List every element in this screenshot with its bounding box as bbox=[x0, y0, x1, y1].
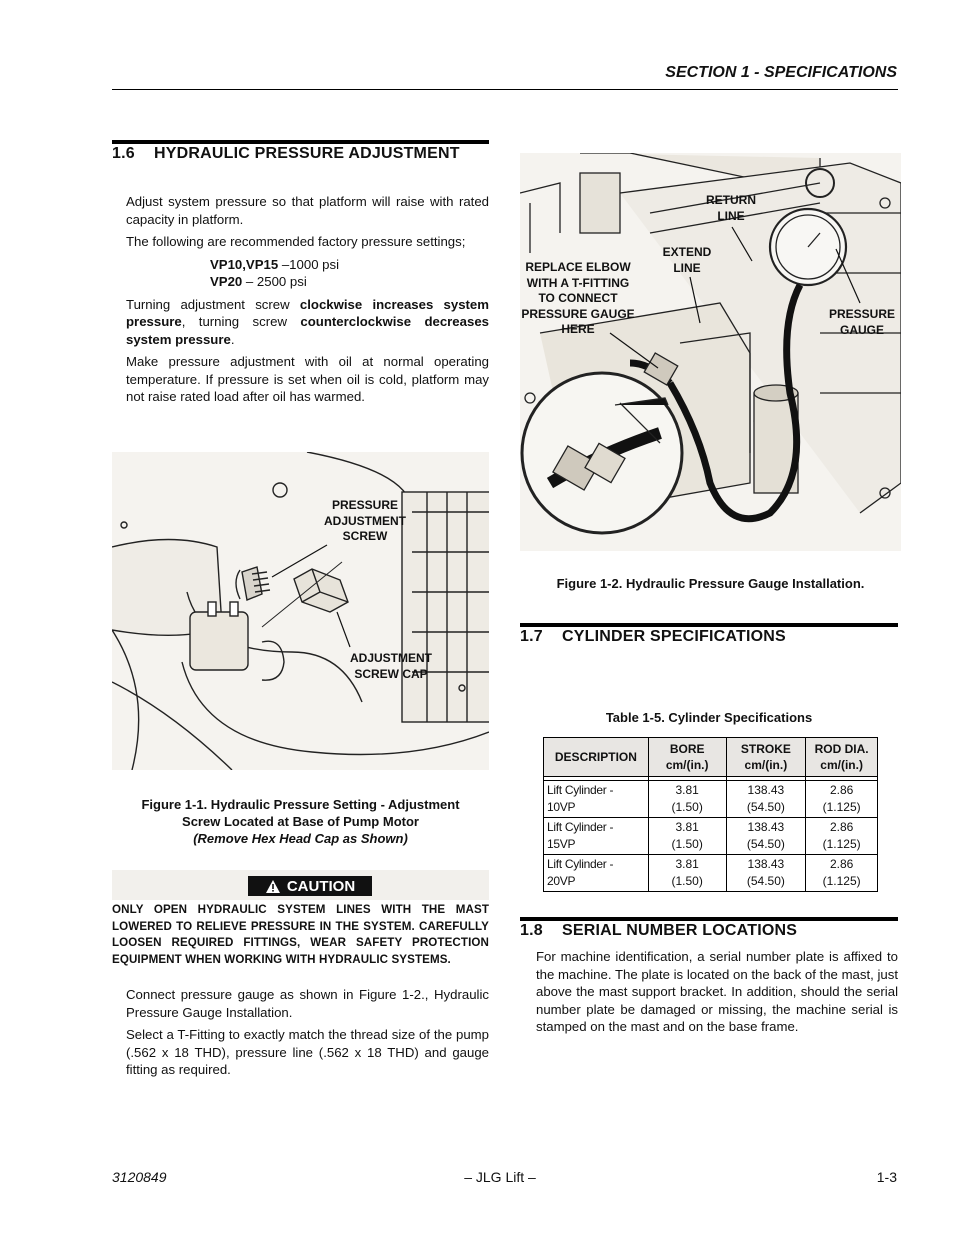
callout-line: PRESSURE bbox=[828, 307, 896, 321]
section-title: CYLINDER SPECIFICATIONS bbox=[562, 628, 786, 645]
cell-line: 15VP bbox=[547, 837, 576, 851]
callout-line: SCREW bbox=[342, 529, 388, 543]
section-1-7-rule bbox=[520, 623, 898, 627]
section-title: HYDRAULIC PRESSURE ADJUSTMENT bbox=[154, 145, 460, 162]
table-cell bbox=[806, 781, 878, 818]
cell-line: Lift Cylinder - bbox=[547, 783, 614, 797]
table-cell bbox=[726, 855, 806, 892]
bold-text: clockwise increases system pressure bbox=[126, 296, 489, 329]
table-row bbox=[544, 855, 878, 892]
spec-line bbox=[210, 273, 489, 290]
cell-line: 3.81 bbox=[675, 783, 699, 797]
section-1-6-body-continued bbox=[126, 986, 489, 1084]
table-cell bbox=[648, 818, 726, 855]
paragraph: Connect pressure gauge as shown in Figure 1-2., Hydraulic Pressure Gauge Installation. bbox=[126, 987, 489, 1020]
callout-line: ADJUSTMENT bbox=[349, 651, 432, 665]
cell-line: 2.86 bbox=[829, 783, 854, 797]
table-header-cell bbox=[648, 738, 726, 777]
caption-line: (Remove Hex Head Cap as Shown) bbox=[193, 831, 408, 846]
table-cell bbox=[544, 818, 649, 855]
cell-line: (54.50) bbox=[746, 874, 785, 888]
figure-1-1-illustration bbox=[112, 452, 489, 770]
callout-leaders bbox=[112, 452, 489, 770]
header-line: cm/(in.) bbox=[744, 758, 788, 772]
cell-line: (1.125) bbox=[822, 837, 861, 851]
section-number: 1.8 bbox=[520, 922, 543, 939]
cell-line: Lift Cylinder - bbox=[547, 857, 614, 871]
callout-line: REPLACE ELBOW bbox=[525, 260, 631, 274]
table-row bbox=[544, 818, 878, 855]
spec-value: –1000 psi bbox=[278, 256, 340, 272]
paragraph: Adjust system pressure so that platform will raise with rated capacity in platform. bbox=[126, 194, 489, 227]
cell-line: 2.86 bbox=[829, 857, 854, 871]
cell-line: 3.81 bbox=[675, 857, 699, 871]
paragraph: The following are recommended factory pressure settings; bbox=[126, 234, 466, 249]
cell-line: (1.125) bbox=[822, 800, 861, 814]
section-1-8-body bbox=[536, 948, 898, 1041]
table-cell bbox=[544, 781, 649, 818]
bold-text: counterclockwise decreases system pressure bbox=[126, 314, 489, 347]
section-number: 1.7 bbox=[520, 628, 543, 645]
spec-model: VP10,VP15 bbox=[210, 256, 279, 272]
table-cell bbox=[726, 818, 806, 855]
cell-line: 10VP bbox=[547, 800, 576, 814]
table-cell bbox=[806, 855, 878, 892]
table-row bbox=[544, 781, 878, 818]
caution-label-text: CAUTION bbox=[286, 877, 356, 895]
table-header-cell bbox=[806, 738, 878, 777]
section-1-6-heading bbox=[112, 145, 489, 163]
table-header-cell bbox=[544, 738, 649, 777]
paragraph: Select a T-Fitting to exactly match the thread size of the pump (.562 x 18 THD), pressure line (.562 x 18 THD) and gauge fitting as required. bbox=[126, 1027, 489, 1077]
caption-line: Screw Located at Base of Pump Motor bbox=[182, 814, 419, 829]
spec-line bbox=[210, 256, 489, 273]
table-cell bbox=[648, 781, 726, 818]
cell-line: 20VP bbox=[547, 874, 576, 888]
callout-line: RETURN bbox=[706, 193, 756, 207]
header-line: DESCRIPTION bbox=[554, 750, 637, 764]
paragraph: For machine identification, a serial number plate is affixed to the machine. The plate is located on the back of the mast, just above the mast support bracket. In addition, should the serial number plate be damaged or missing, the machine serial is stamped on the mast and on the base frame. bbox=[536, 949, 898, 1034]
table-header-row bbox=[544, 738, 878, 777]
callout-line: SCREW CAP bbox=[354, 666, 428, 681]
warning-triangle-icon bbox=[265, 879, 281, 894]
section-1-6-rule bbox=[112, 140, 489, 144]
callout-leaders bbox=[520, 153, 901, 551]
cell-line: (1.50) bbox=[671, 874, 703, 888]
footer-page-number: 1-3 bbox=[876, 1169, 897, 1185]
cell-line: (54.50) bbox=[746, 837, 785, 851]
cell-line: (1.50) bbox=[671, 837, 703, 851]
callout-line: LINE bbox=[717, 208, 745, 223]
figure-1-1-caption bbox=[112, 796, 489, 847]
section-header-title: SECTION 1 - SPECIFICATIONS bbox=[665, 64, 897, 81]
table-cell bbox=[726, 781, 806, 818]
header-line: cm/(in.) bbox=[820, 758, 863, 772]
callout-line: LINE bbox=[673, 260, 701, 275]
paragraph bbox=[126, 296, 489, 349]
section-1-8-rule bbox=[520, 917, 898, 921]
callout-line: EXTEND bbox=[662, 245, 712, 259]
header-line: STROKE bbox=[740, 742, 791, 756]
section-number: 1.6 bbox=[112, 145, 135, 162]
cell-line: 138.43 bbox=[747, 783, 785, 797]
paragraph: Make pressure adjustment with oil at normal operating temperature. If pressure is set when oil is cold, platform may not raise rated load after oil has warmed. bbox=[126, 354, 489, 404]
footer-doc-number: 3120849 bbox=[112, 1169, 167, 1185]
text: , turning screw bbox=[181, 314, 301, 329]
pressure-specs bbox=[210, 256, 489, 290]
callout-line: PRESSURE bbox=[331, 498, 399, 512]
text: Turning adjustment screw bbox=[126, 296, 300, 312]
callout-line: PRESSURE GAUGE bbox=[521, 306, 635, 321]
figure-1-2-caption: Figure 1-2. Hydraulic Pressure Gauge Installation. bbox=[556, 576, 865, 591]
table-1-5-caption: Table 1-5. Cylinder Specifications bbox=[605, 710, 813, 725]
spec-value: – 2500 psi bbox=[242, 273, 307, 289]
text: . bbox=[230, 331, 235, 347]
callout-line: GAUGE bbox=[839, 322, 884, 337]
section-1-7-heading bbox=[520, 628, 898, 646]
callout-line: WITH A T-FITTING bbox=[526, 275, 630, 290]
section-title: SERIAL NUMBER LOCATIONS bbox=[562, 922, 798, 939]
table-cell bbox=[648, 855, 726, 892]
figure-1-2-illustration bbox=[520, 153, 901, 551]
header-line: cm/(in.) bbox=[665, 758, 709, 772]
footer-center: – JLG Lift – bbox=[464, 1169, 536, 1185]
callout-line: HERE bbox=[561, 322, 595, 336]
callout-line: ADJUSTMENT bbox=[323, 513, 406, 528]
caution-text: ONLY OPEN HYDRAULIC SYSTEM LINES WITH THE MAST LOWERED TO RELIEVE PRESSURE IN THE SYSTEM. CAREFULLY LOOSEN REQUIRED FITTINGS, WEAR SAFETY PROTECTION EQUIPMENT WHEN WORKING WITH HYDRAULIC SYSTEMS. bbox=[112, 903, 489, 967]
cell-line: (1.50) bbox=[671, 800, 703, 814]
cell-line: 138.43 bbox=[747, 857, 785, 871]
cell-line: (1.125) bbox=[822, 874, 861, 888]
section-1-8-heading bbox=[520, 922, 898, 940]
cell-line: Lift Cylinder - bbox=[547, 820, 614, 834]
cell-line: (54.50) bbox=[746, 800, 785, 814]
caption-line: Figure 1-1. Hydraulic Pressure Setting - Adjustment bbox=[141, 797, 460, 812]
cylinder-specifications-table bbox=[543, 737, 878, 892]
header-rule bbox=[112, 89, 898, 90]
cell-line: 138.43 bbox=[747, 820, 785, 834]
header-line: ROD DIA. bbox=[814, 742, 869, 756]
table-cell bbox=[544, 855, 649, 892]
caution-label bbox=[248, 876, 372, 896]
spec-model: VP20 bbox=[210, 273, 243, 289]
cell-line: 3.81 bbox=[675, 820, 699, 834]
header-line: BORE bbox=[669, 742, 705, 756]
table-cell bbox=[806, 818, 878, 855]
cell-line: 2.86 bbox=[829, 820, 854, 834]
table-header-cell bbox=[726, 738, 806, 777]
section-1-6-body bbox=[126, 193, 489, 411]
callout-line: TO CONNECT bbox=[538, 291, 618, 305]
